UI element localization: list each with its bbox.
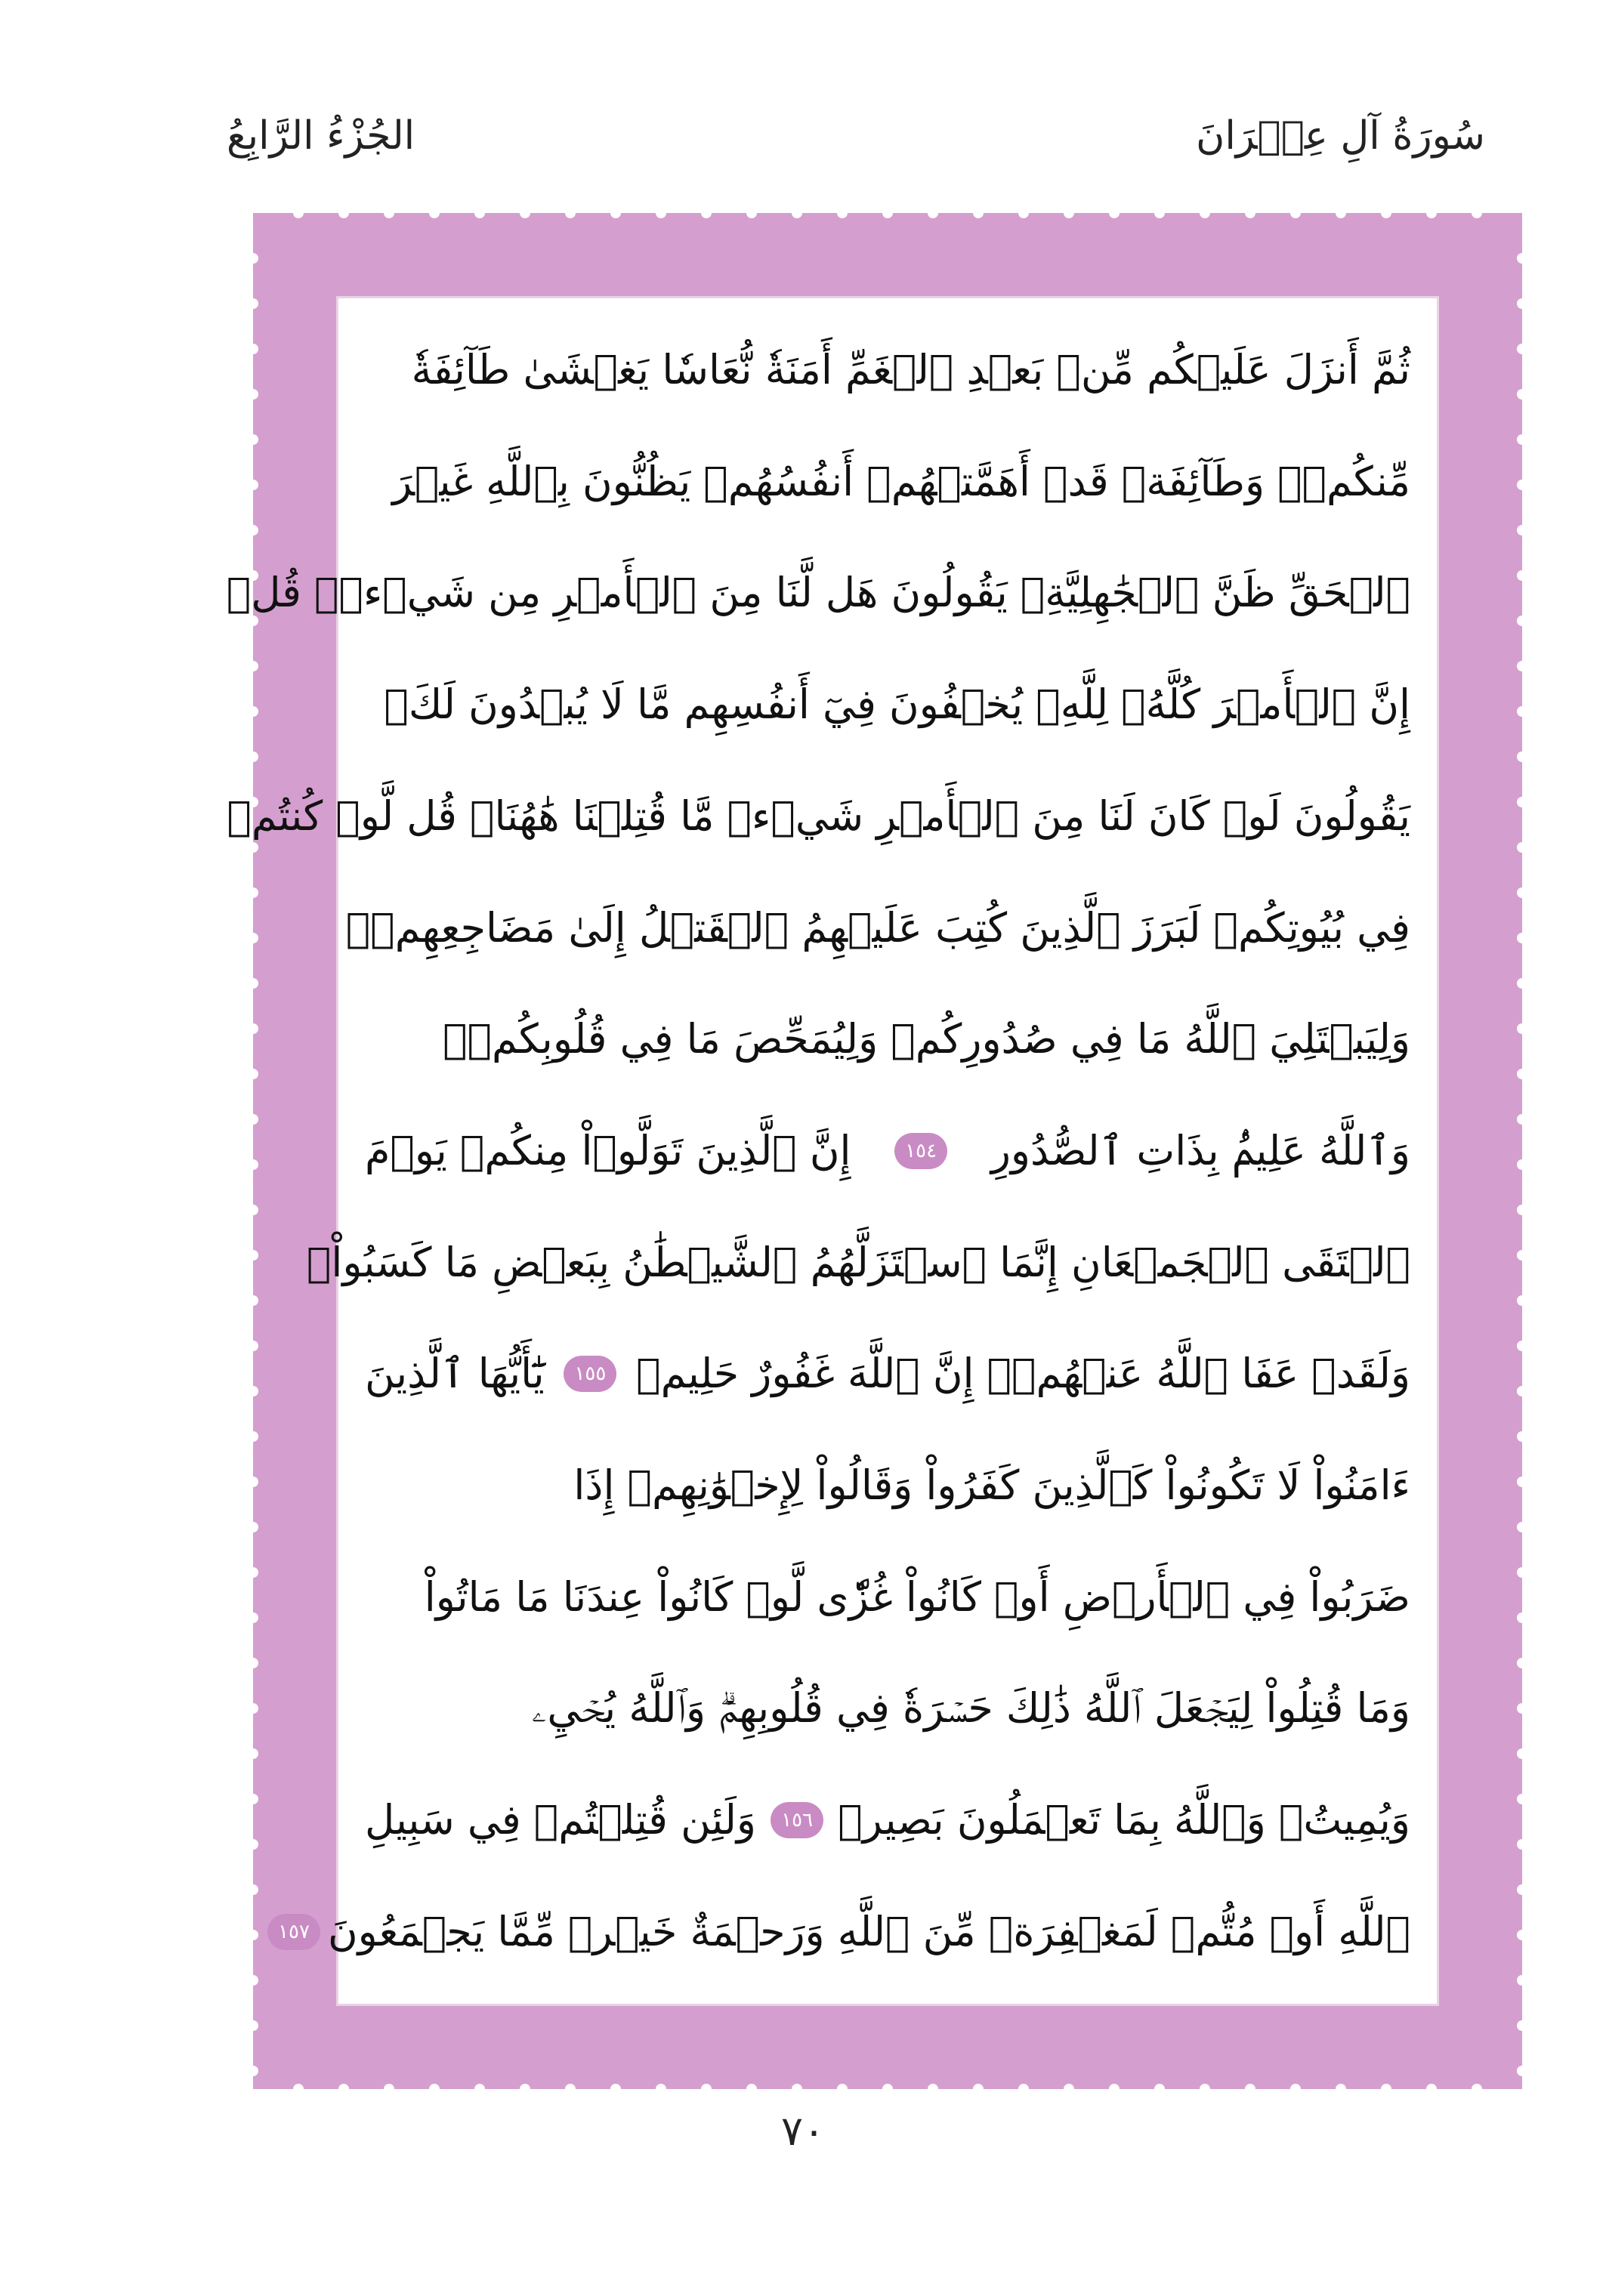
verse-text: ضَرَبُواْ فِي ٱلۡأَرۡضِ أَوۡ كَانُواْ غُزّٗى لَّوۡ كَانُواْ عِندَنَا مَا مَاتُواْ	[424, 1572, 1410, 1621]
frame-notch	[1517, 933, 1527, 943]
frame-notch	[384, 208, 394, 218]
frame-notch	[1018, 2084, 1029, 2094]
frame-notch	[248, 661, 258, 671]
page-number: ٧٠	[780, 2107, 825, 2155]
frame-notch	[1517, 1658, 1527, 1668]
frame-notch	[248, 933, 258, 943]
frame-notch	[1517, 1386, 1527, 1396]
page-frame	[226, 213, 1522, 2089]
verse-text: مِّنكُمۡۖ وَطَآئِفَةٞ قَدۡ أَهَمَّتۡهُمۡ أَنفُسُهُمۡ يَظُنُّونَ بِٱللَّهِ غَيۡرَ	[392, 457, 1410, 505]
frame-notch	[1245, 208, 1255, 218]
frame-notch	[248, 1341, 258, 1351]
frame-notch	[248, 525, 258, 535]
frame-notch	[248, 434, 258, 445]
frame-notch	[248, 1612, 258, 1623]
frame-notch	[248, 298, 258, 309]
frame-notch	[1517, 751, 1527, 762]
frame-notch	[1517, 1612, 1527, 1623]
frame-notch	[1517, 1431, 1527, 1442]
frame-notch	[248, 389, 258, 400]
frame-notch	[746, 208, 757, 218]
frame-notch	[1381, 208, 1391, 218]
frame-notch	[1517, 1114, 1527, 1125]
frame-notch	[701, 208, 712, 218]
verse-line	[365, 1109, 1410, 1193]
verse-text: ٱلۡتَقَى ٱلۡجَمۡعَانِ إِنَّمَا ٱسۡتَزَلَّهُمُ ٱلشَّيۡطَٰنُ بِبَعۡضِ مَا كَسَبُواْۖ	[306, 1238, 1410, 1286]
frame-notch	[973, 208, 984, 218]
frame-notch	[1517, 1205, 1527, 1215]
frame-notch	[248, 978, 258, 989]
verse-line	[365, 329, 1410, 412]
verse-text: ءَامَنُواْ لَا تَكُونُواْ كَٱلَّذِينَ كَفَرُواْ وَقَالُواْ لِإِخۡوَٰنِهِمۡ إِذَا	[573, 1461, 1410, 1510]
frame-notch	[1336, 2084, 1346, 2094]
ayah-number-marker: ١٥٦	[771, 1802, 823, 1838]
frame-notch	[882, 208, 893, 218]
frame-notch	[248, 1023, 258, 1034]
frame-notch	[1517, 842, 1527, 853]
ayah-number-marker: ١٥٥	[564, 1356, 616, 1392]
frame-notch	[837, 208, 848, 218]
frame-notch	[1517, 616, 1527, 626]
frame-notch	[429, 2084, 440, 2094]
frame-notch	[656, 2084, 666, 2094]
frame-notch	[1290, 208, 1301, 218]
frame-notch	[1517, 887, 1527, 898]
frame-notch	[1517, 1748, 1527, 1759]
frame-notch	[1109, 2084, 1120, 2094]
frame-notch	[1154, 208, 1165, 218]
verse-text: وَلَقَدۡ عَفَا ٱللَّهُ عَنۡهُمۡۗ إِنَّ ٱللَّهَ غَفُورٌ حَلِيمٞ	[636, 1350, 1410, 1398]
frame-notch	[248, 1748, 258, 1759]
frame-notch	[565, 208, 576, 218]
verse-line	[365, 1332, 1410, 1415]
frame-notch	[248, 1794, 258, 1804]
frame-notch	[973, 2084, 984, 2094]
frame-notch	[248, 1295, 258, 1306]
frame-notch	[1517, 2020, 1527, 2031]
frame-notch	[474, 208, 485, 218]
frame-notch	[1517, 389, 1527, 400]
verse-text: وَلِيَبۡتَلِيَ ٱللَّهُ مَا فِي صُدُورِكُمۡ وَلِيُمَحِّصَ مَا فِي قُلُوبِكُمۡۚ	[443, 1015, 1410, 1063]
frame-notch	[429, 208, 440, 218]
frame-notch	[248, 1658, 258, 1668]
frame-notch	[1426, 208, 1437, 218]
verse-line	[306, 1221, 1410, 1304]
frame-notch	[1517, 1250, 1527, 1261]
frame-notch	[1381, 2084, 1391, 2094]
frame-notch	[1517, 1341, 1527, 1351]
frame-notch	[248, 1431, 258, 1442]
frame-notch	[293, 2084, 304, 2094]
frame-notch	[837, 2084, 848, 2094]
frame-notch	[248, 1477, 258, 1487]
verse-text: يَٰٓأَيُّهَا ٱلَّذِينَ	[365, 1350, 545, 1398]
frame-notch	[1472, 2084, 1482, 2094]
frame-notch	[248, 1839, 258, 1850]
frame-notch	[248, 1069, 258, 1079]
frame-notch	[1472, 208, 1482, 218]
verse-line	[226, 551, 1410, 634]
frame-notch	[384, 2084, 394, 2094]
frame-notch	[248, 1930, 258, 1940]
frame-notch	[1290, 2084, 1301, 2094]
frame-notch	[293, 208, 304, 218]
frame-notch	[248, 706, 258, 717]
frame-notch	[248, 887, 258, 898]
frame-notch	[1517, 1930, 1527, 1940]
ayah-number-marker: ١٥٧	[267, 1914, 320, 1950]
verse-text: وَلَئِن قُتِلۡتُمۡ فِي سَبِيلِ	[365, 1796, 757, 1844]
frame-notch	[1517, 570, 1527, 581]
frame-notch	[1517, 661, 1527, 671]
frame-notch	[701, 2084, 712, 2094]
verse-text: وَٱللَّهُ عَلِيمُۢ بِذَاتِ ٱلصُّدُورِ	[990, 1126, 1410, 1174]
frame-notch	[610, 2084, 621, 2094]
verse-line	[365, 1779, 1410, 1862]
frame-notch	[1517, 1884, 1527, 1895]
frame-notch	[792, 2084, 802, 2094]
frame-notch	[248, 1522, 258, 1532]
frame-notch	[248, 1884, 258, 1895]
frame-notch	[248, 1567, 258, 1578]
frame-notch	[1517, 1703, 1527, 1714]
frame-notch	[1517, 434, 1527, 445]
verse-text: وَيُمِيتُۗ وَٱللَّهُ بِمَا تَعۡمَلُونَ بَصِيرٞ	[838, 1796, 1410, 1844]
frame-notch	[338, 208, 349, 218]
frame-notch	[248, 751, 258, 762]
frame-notch	[1517, 1477, 1527, 1487]
frame-notch	[1517, 344, 1527, 354]
frame-notch	[248, 1386, 258, 1396]
frame-notch	[1336, 208, 1346, 218]
frame-notch	[746, 2084, 757, 2094]
frame-notch	[1200, 2084, 1210, 2094]
frame-notch	[1517, 1567, 1527, 1578]
frame-notch	[1517, 797, 1527, 807]
frame-notch	[248, 1159, 258, 1170]
frame-notch	[1064, 2084, 1074, 2094]
frame-notch	[1018, 208, 1029, 218]
frame-notch	[1517, 298, 1527, 309]
frame-notch	[248, 1114, 258, 1125]
verse-line	[365, 1556, 1410, 1639]
frame-notch	[520, 2084, 530, 2094]
frame-notch	[1517, 1159, 1527, 1170]
frame-notch	[248, 1205, 258, 1215]
verse-line	[227, 775, 1410, 858]
verse-lines	[226, 329, 1410, 1974]
surah-title: سُورَةُ آلِ عِمۡرَانَ	[1196, 113, 1485, 159]
verse-line	[345, 887, 1410, 970]
frame-notch	[248, 1250, 258, 1261]
verse-line	[365, 1444, 1410, 1527]
verse-line	[278, 1890, 1410, 1974]
frame-notch	[1200, 208, 1210, 218]
frame-notch	[248, 344, 258, 354]
verse-line	[365, 663, 1410, 746]
frame-notch	[1064, 208, 1074, 218]
frame-notch	[928, 208, 938, 218]
frame-notch	[248, 1703, 258, 1714]
verse-text: إِنَّ ٱلۡأَمۡرَ كُلَّهُۥ لِلَّهِۗ يُخۡفُونَ فِيٓ أَنفُسِهِم مَّا لَا يُبۡدُونَ لَكَۖ	[384, 680, 1410, 729]
frame-notch	[1517, 1839, 1527, 1850]
frame-notch	[338, 2084, 349, 2094]
frame-notch	[1517, 1522, 1527, 1532]
frame-notch	[1517, 2066, 1527, 2076]
verse-text: إِنَّ ٱلَّذِينَ تَوَلَّوۡاْ مِنكُمۡ يَوۡمَ	[365, 1126, 851, 1174]
verse-line	[365, 440, 1410, 523]
frame-notch	[1517, 1794, 1527, 1804]
frame-notch	[792, 208, 802, 218]
frame-notch	[1426, 2084, 1437, 2094]
frame-notch	[928, 2084, 938, 2094]
frame-notch	[565, 2084, 576, 2094]
frame-notch	[656, 208, 666, 218]
juz-title: الجُزْءُ الرَّابِعُ	[227, 113, 415, 159]
frame-notch	[1517, 978, 1527, 989]
verse-line	[365, 998, 1410, 1081]
frame-notch	[1517, 480, 1527, 490]
frame-notch	[610, 208, 621, 218]
verse-text: فِي بُيُوتِكُمۡ لَبَرَزَ ٱلَّذِينَ كُتِبَ عَلَيۡهِمُ ٱلۡقَتۡلُ إِلَىٰ مَضَاجِعِهِمۡۖ	[345, 903, 1410, 952]
ayah-number-marker: ١٥٤	[894, 1133, 947, 1169]
verse-text: يَقُولُونَ لَوۡ كَانَ لَنَا مِنَ ٱلۡأَمۡرِ شَيۡءٞ مَّا قُتِلۡنَا هَٰهُنَاۗ قُل لَّوۡ كُنتُمۡ	[227, 792, 1410, 840]
frame-notch	[1109, 208, 1120, 218]
frame-notch	[1517, 706, 1527, 717]
frame-notch	[1517, 1295, 1527, 1306]
verse-text: وَمَا قُتِلُواْ لِيَجۡعَلَ ٱللَّهُ ذَٰلِكَ حَسۡرَةٗ فِي قُلُوبِهِمۡۗ وَٱللَّهُ يُحۡيِۦ	[531, 1684, 1410, 1733]
frame-notch	[248, 2020, 258, 2031]
frame-notch	[248, 2066, 258, 2076]
frame-notch	[1245, 2084, 1255, 2094]
frame-notch	[248, 1975, 258, 1986]
frame-notch	[1154, 2084, 1165, 2094]
frame-notch	[1517, 525, 1527, 535]
verse-line	[365, 1667, 1410, 1750]
frame-notch	[882, 2084, 893, 2094]
frame-notch	[1517, 253, 1527, 264]
text-panel	[226, 296, 1439, 2006]
frame-notch	[474, 2084, 485, 2094]
verse-text: ٱلۡحَقِّ ظَنَّ ٱلۡجَٰهِلِيَّةِۖ يَقُولُونَ هَل لَّنَا مِنَ ٱلۡأَمۡرِ مِن شَيۡءٖۗ قُلۡ	[226, 569, 1410, 617]
frame-notch	[248, 480, 258, 490]
verse-text: ثُمَّ أَنزَلَ عَلَيۡكُم مِّنۢ بَعۡدِ ٱلۡغَمِّ أَمَنَةٗ نُّعَاسٗا يَغۡشَىٰ طَآئِفَةٗ	[411, 346, 1410, 393]
frame-notch	[1517, 1023, 1527, 1034]
frame-notch	[1517, 1975, 1527, 1986]
verse-text: ٱللَّهِ أَوۡ مُتُّمۡ لَمَغۡفِرَةٞ مِّنَ ٱللَّهِ وَرَحۡمَةٌ خَيۡرٞ مِّمَّا يَجۡمَعُونَ	[328, 1907, 1410, 1955]
frame-notch	[520, 208, 530, 218]
frame-notch	[1517, 1069, 1527, 1079]
frame-notch	[248, 253, 258, 264]
